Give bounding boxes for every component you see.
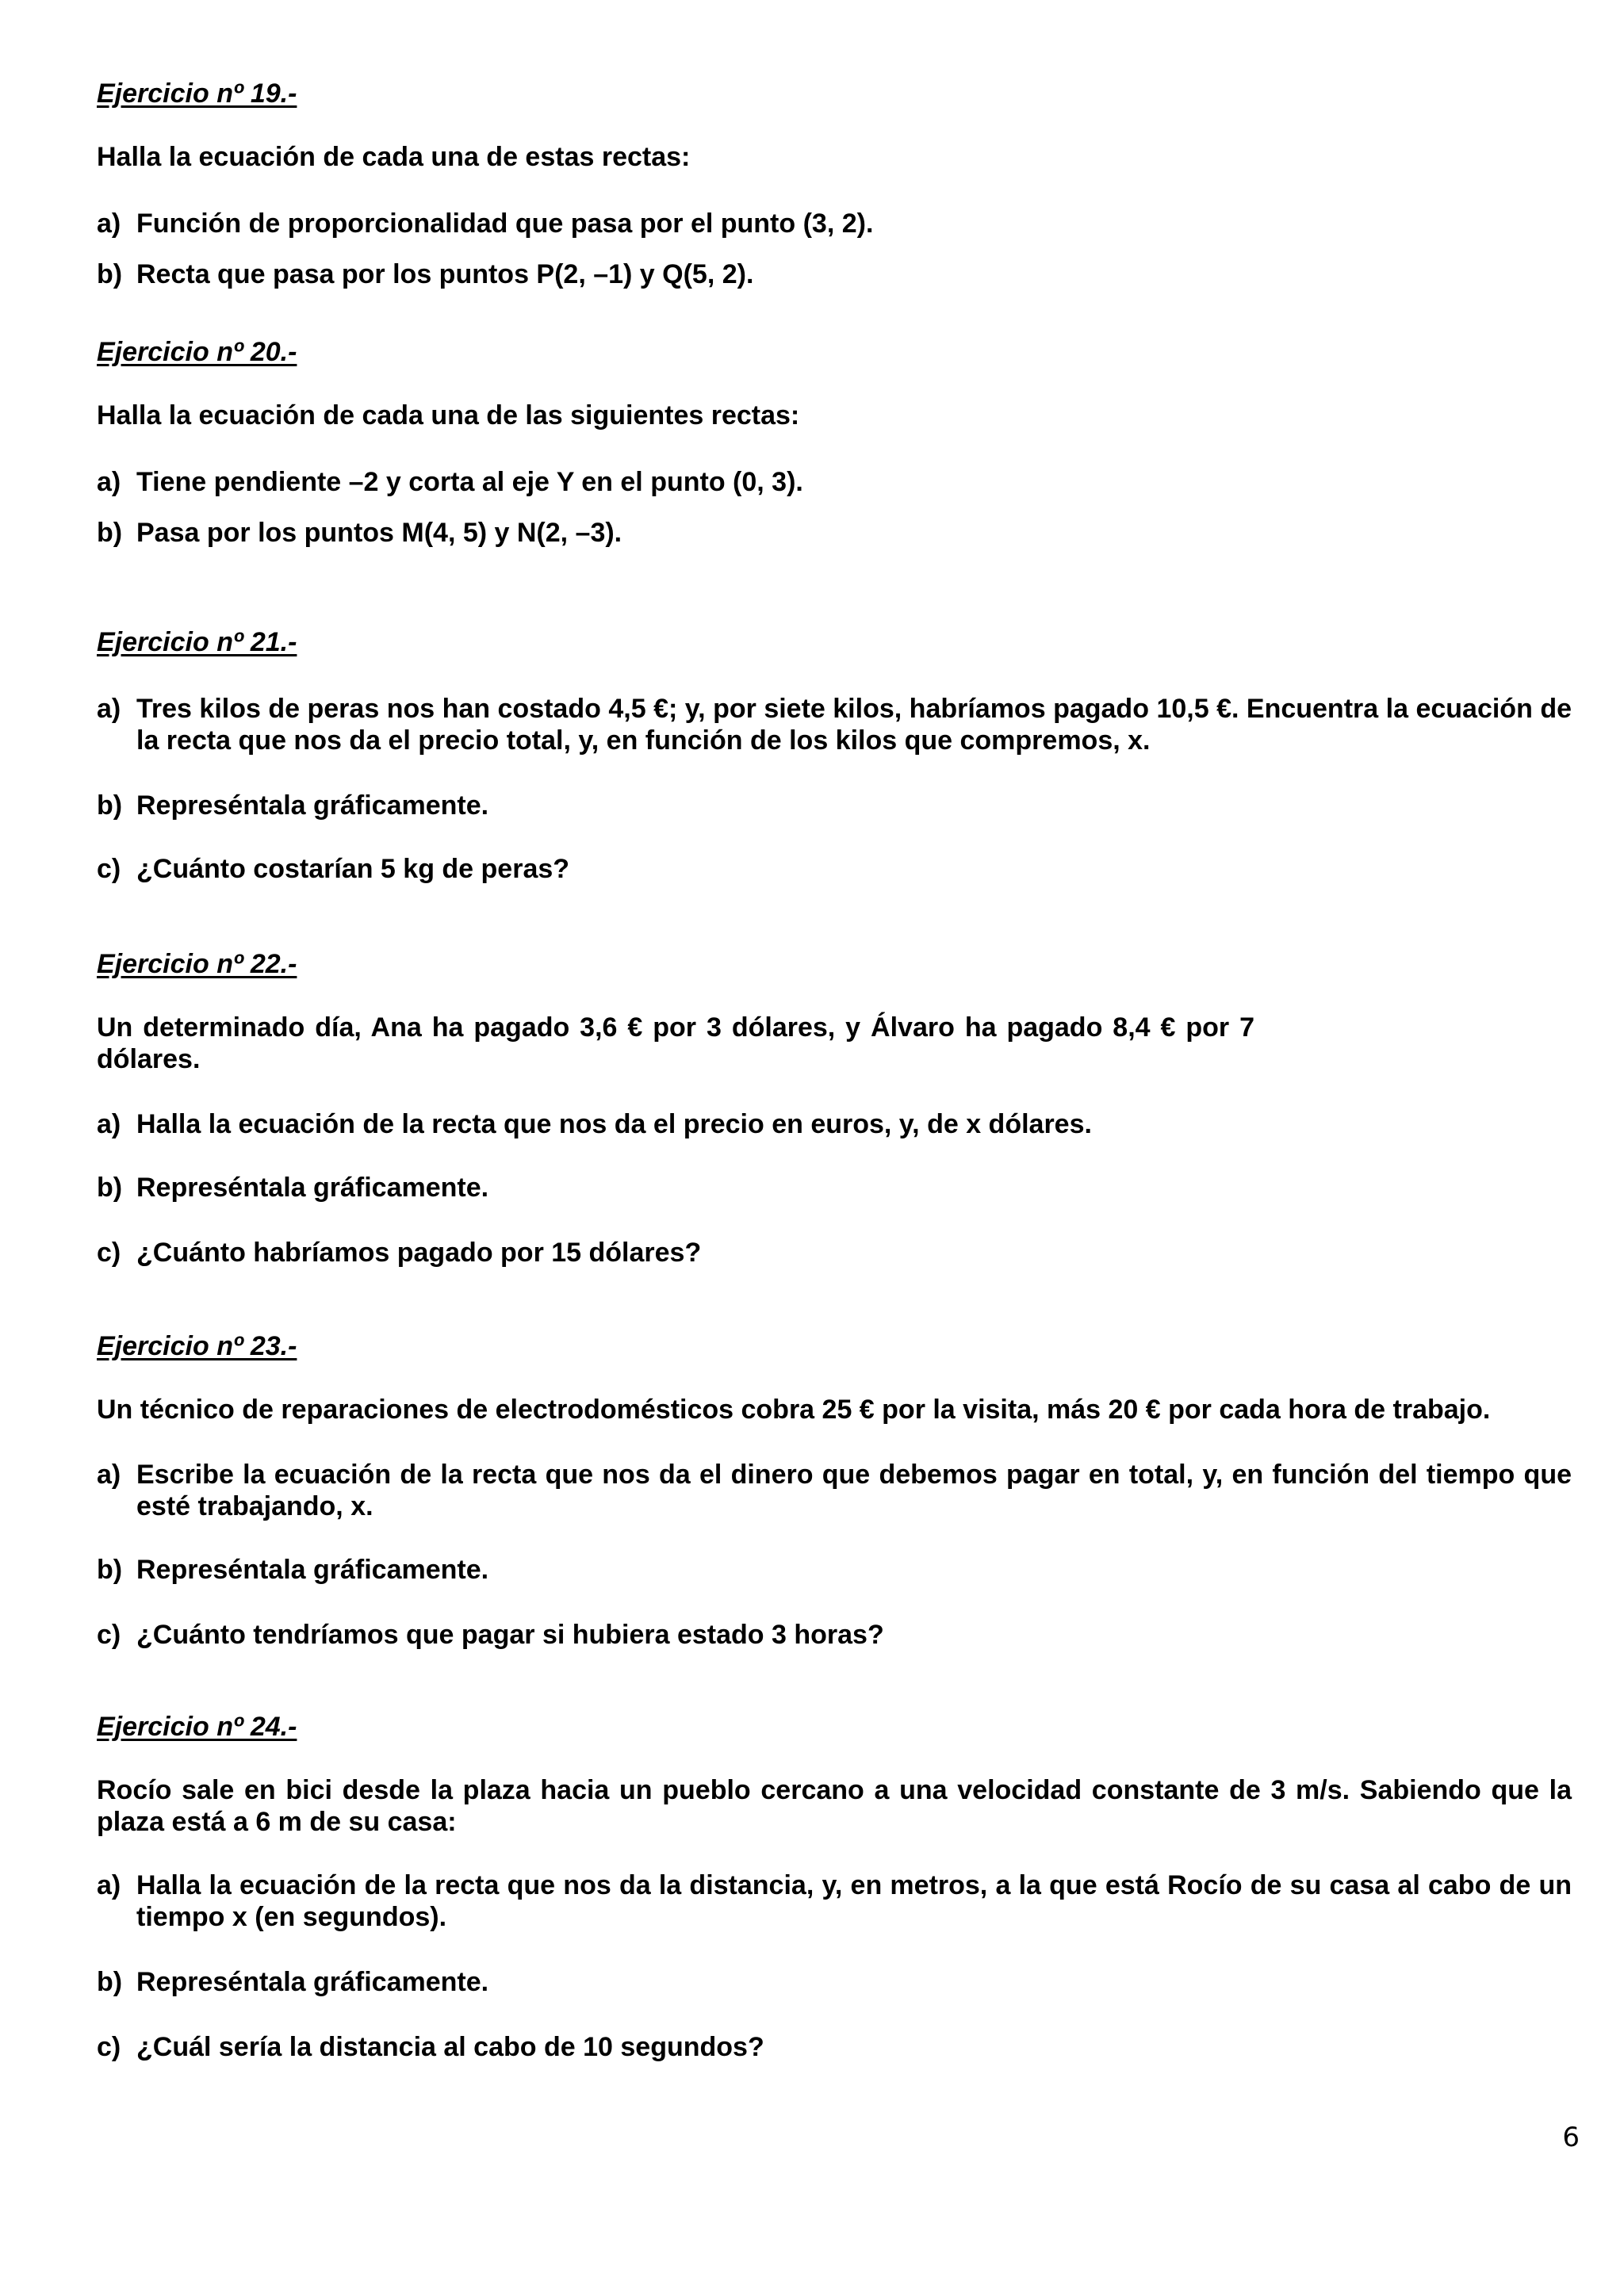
exercise-20-intro: Halla la ecuación de cada una de las siguientes rectas:: [97, 400, 800, 430]
exercise-20-item-a: [97, 466, 1572, 498]
item-marker: a): [97, 1870, 121, 1900]
item-marker: a): [97, 209, 121, 239]
item-marker: b): [97, 1967, 123, 1997]
exercise-22-intro: Un determinado día, Ana ha pagado 3,6 € por 3 dólares, y Álvaro ha pagado 8,4 € por 7 dólares.: [97, 1012, 1254, 1074]
item-marker: b): [97, 1173, 123, 1203]
item-marker: a): [97, 1460, 121, 1490]
item-marker: c): [97, 854, 121, 884]
exercise-21-item-b: [97, 790, 1572, 821]
item-text: ¿Cuál sería la distancia al cabo de 10 segundos?: [136, 2032, 764, 2062]
item-text: ¿Cuánto tendríamos que pagar si hubiera estado 3 horas?: [136, 1620, 884, 1650]
exercise-20-heading: Ejercicio nº 20.-: [97, 337, 297, 367]
item-text: ¿Cuánto habríamos pagado por 15 dólares?: [136, 1238, 702, 1268]
item-text: Pasa por los puntos M(4, 5) y N(2, –3).: [136, 518, 622, 548]
exercise-24-heading: Ejercicio nº 24.-: [97, 1712, 297, 1742]
exercise-23-intro: Un técnico de reparaciones de electrodomésticos cobra 25 € por la visita, más 20 € por cada hora de trabajo.: [97, 1395, 1491, 1425]
item-text: Recta que pasa por los puntos P(2, –1) y Q(5, 2).: [136, 259, 754, 289]
exercise-23-heading: Ejercicio nº 23.-: [97, 1331, 297, 1361]
item-marker: c): [97, 1620, 121, 1650]
exercise-19-item-a: [97, 208, 1572, 239]
item-text: Función de proporcionalidad que pasa por el punto (3, 2).: [136, 209, 874, 239]
item-marker: a): [97, 467, 121, 497]
exercise-24-item-c: [97, 2031, 1572, 2063]
item-text: Tres kilos de peras nos han costado 4,5 €; y, por siete kilos, habríamos pagado 10,5 €. Encuentra la ecuación de la recta que nos da el precio total, y, en función de los kilos que compremos, x.: [136, 694, 1572, 756]
item-marker: a): [97, 1109, 121, 1139]
item-marker: c): [97, 1238, 121, 1268]
item-marker: b): [97, 259, 123, 289]
exercise-22-item-b: [97, 1172, 1572, 1203]
item-text: Escribe la ecuación de la recta que nos da el dinero que debemos pagar en total, y, en función del tiempo que esté trabajando, x.: [136, 1460, 1572, 1521]
exercise-21-item-a: [97, 693, 1572, 756]
exercise-21-heading: Ejercicio nº 21.-: [97, 627, 297, 657]
item-text: Represéntala gráficamente.: [136, 1967, 489, 1997]
item-text: Halla la ecuación de la recta que nos da el precio en euros, y, de x dólares.: [136, 1109, 1092, 1139]
exercise-23-item-a: [97, 1459, 1572, 1522]
item-text: Tiene pendiente –2 y corta al eje Y en el punto (0, 3).: [136, 467, 803, 497]
exercise-19-heading: Ejercicio nº 19.-: [97, 78, 297, 109]
item-text: Represéntala gráficamente.: [136, 790, 489, 821]
page-number: 6: [1562, 2122, 1580, 2153]
exercise-23-item-c: [97, 1619, 1572, 1651]
exercise-19-intro: Halla la ecuación de cada una de estas rectas:: [97, 142, 691, 172]
item-text: ¿Cuánto costarían 5 kg de peras?: [136, 854, 570, 884]
exercise-24-intro: Rocío sale en bici desde la plaza hacia un pueblo cercano a una velocidad constante de 3 m/s. Sabiendo que la plaza está a 6 m de su casa:: [97, 1775, 1572, 1837]
exercise-22-heading: Ejercicio nº 22.-: [97, 949, 297, 979]
exercise-22-item-c: [97, 1237, 1572, 1269]
item-marker: b): [97, 518, 123, 548]
exercise-24-item-b: [97, 1966, 1572, 1998]
item-marker: b): [97, 1555, 123, 1585]
exercise-24-item-a: [97, 1869, 1572, 1933]
item-text: Represéntala gráficamente.: [136, 1173, 489, 1203]
exercise-23-item-b: [97, 1554, 1572, 1586]
item-marker: c): [97, 2032, 121, 2062]
exercise-20-item-b: [97, 517, 1572, 549]
item-marker: a): [97, 694, 121, 724]
exercise-22-item-a: [97, 1108, 1572, 1140]
exercise-19-item-b: [97, 258, 1572, 290]
item-text: Represéntala gráficamente.: [136, 1555, 489, 1585]
item-marker: b): [97, 790, 123, 821]
exercise-21-item-c: [97, 853, 1572, 885]
item-text: Halla la ecuación de la recta que nos da la distancia, y, en metros, a la que está Rocío de su casa al cabo de un tiempo x (en segundos).: [136, 1870, 1572, 1932]
